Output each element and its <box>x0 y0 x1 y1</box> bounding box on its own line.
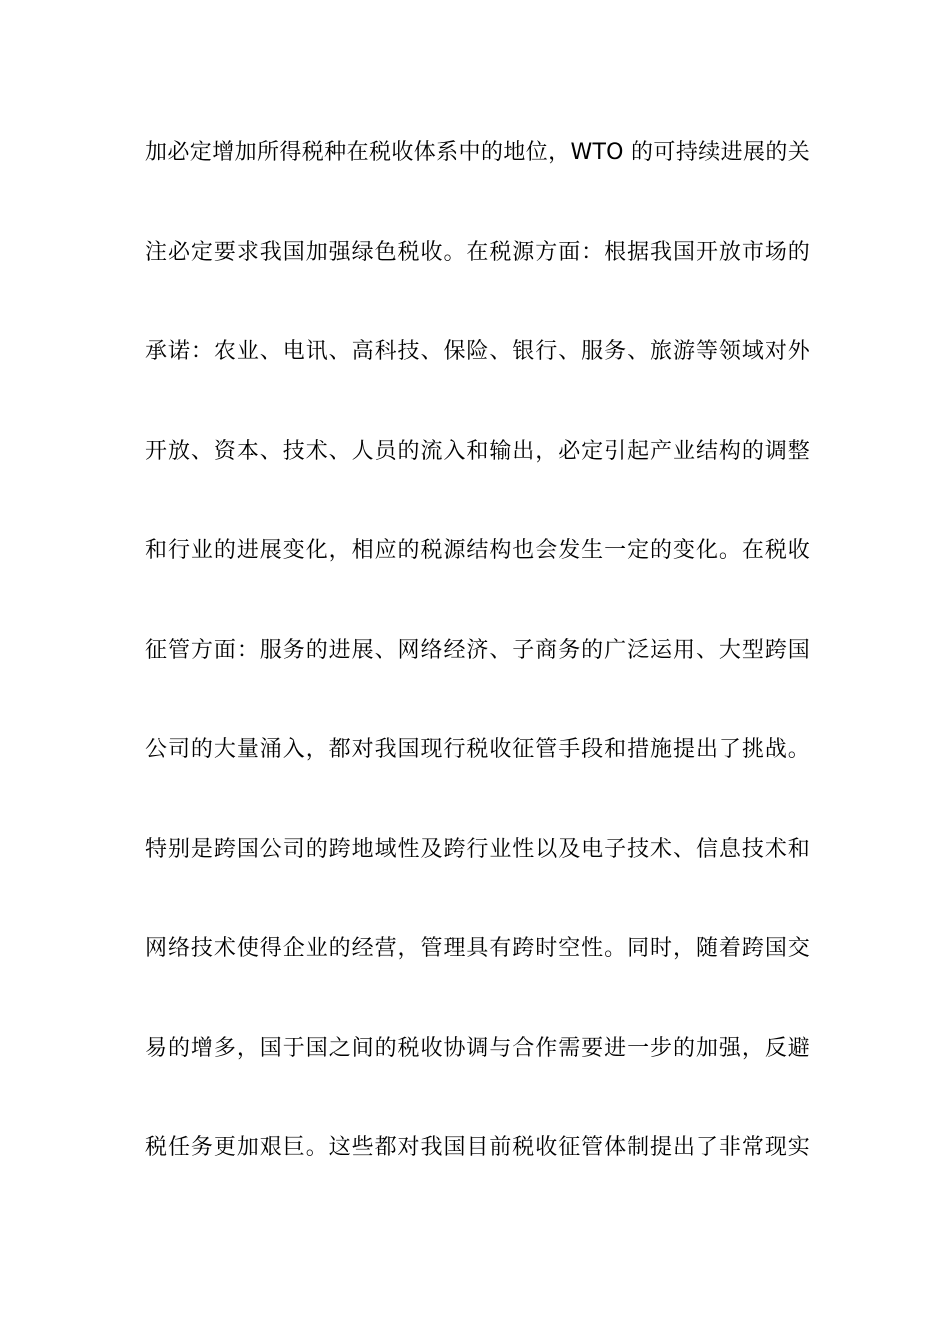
text-line: 注必定要求我国加强绿色税收。在税源方面：根据我国开放市场的 <box>145 239 810 265</box>
text-line: 公司的大量涌入，都对我国现行税收征管手段和措施提出了挑战。 <box>145 737 810 762</box>
text-line: 税任务更加艰巨。这些都对我国目前税收征管体制提出了非常现实 <box>145 1135 810 1160</box>
text-line: 承诺：农业、电讯、高科技、保险、银行、服务、旅游等领域对外 <box>145 339 810 364</box>
text-line: 开放、资本、技术、人员的流入和输出，必定引起产业结构的调整 <box>145 438 810 464</box>
body-text <box>145 130 810 1225</box>
text-line: 易的增多，国于国之间的税收协调与合作需要进一步的加强，反避 <box>145 1035 810 1061</box>
text-line: 特别是跨国公司的跨地域性及跨行业性以及电子技术、信息技术和 <box>145 836 810 862</box>
text-line: 加必定增加所得税种在税收体系中的地位，WTO 的可持续进展的关 <box>145 140 810 165</box>
text-line: 和行业的进展变化，相应的税源结构也会发生一定的变化。在税收 <box>145 538 810 563</box>
text-line: 征管方面：服务的进展、网络经济、子商务的广泛运用、大型跨国 <box>145 637 810 663</box>
text-line: 网络技术使得企业的经营，管理具有跨时空性。同时，随着跨国交 <box>145 936 810 961</box>
